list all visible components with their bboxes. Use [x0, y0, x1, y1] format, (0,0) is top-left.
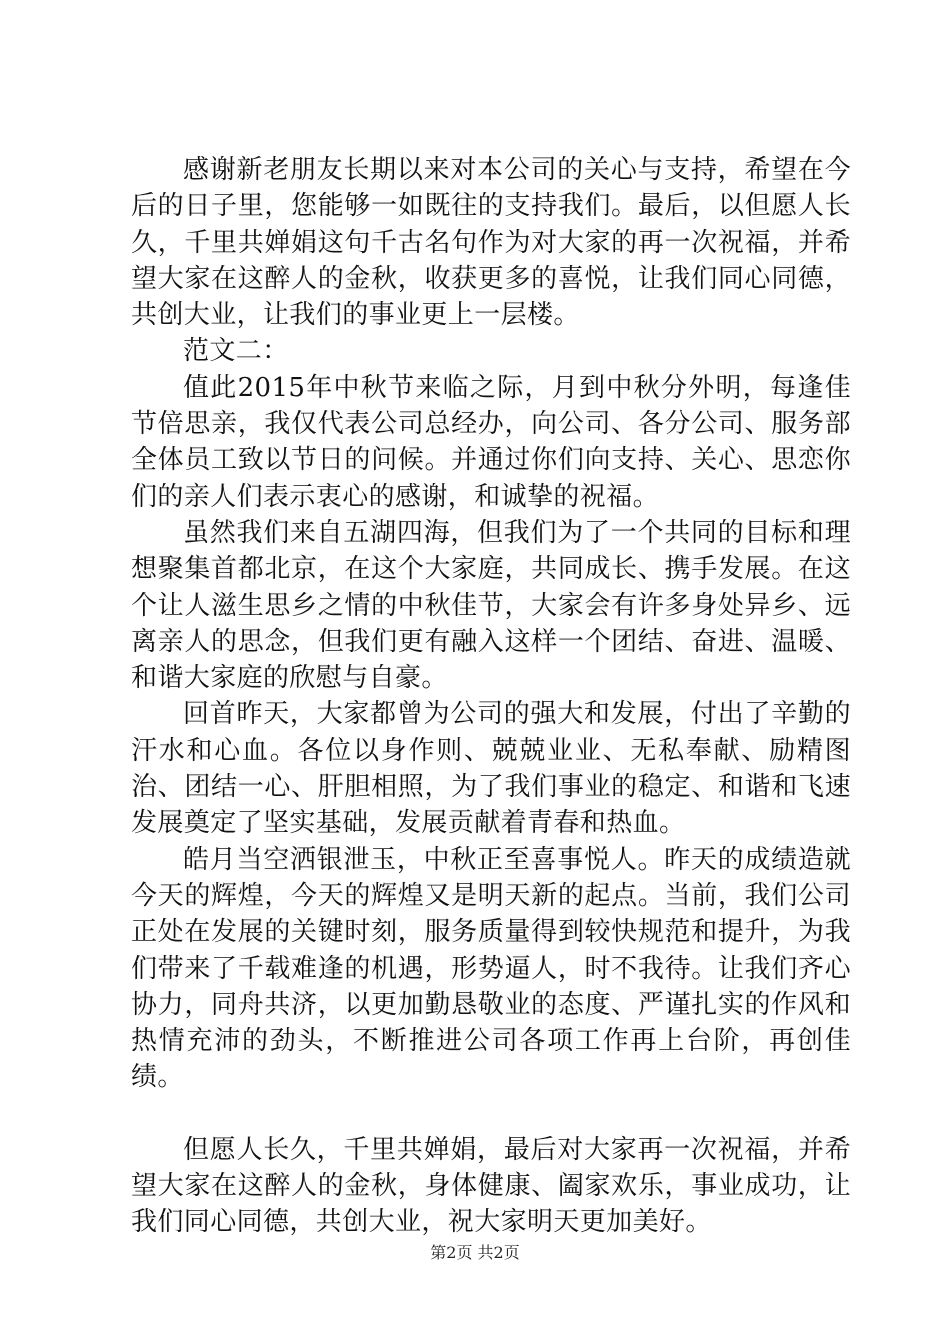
paragraph-outlook: 皓月当空洒银泄玉，中秋正至喜事悦人。昨天的成绩造就今天的辉煌，今天的辉煌又是明天新的起点。当前，我们公司正处在发展的关键时刻，服务质量得到较快规范和提升，为我们带来了千载难逢的机遇，形势逼人，时不我待。让我们齐心协力，同舟共济，以更加勤恳敬业的态度、严谨扎实的作风和热情充沛的劲头，不断推进公司各项工作再上台阶，再创佳绩。	[131, 844, 851, 1093]
document-body	[131, 152, 851, 1241]
section-heading-sample-two: 范文二：	[183, 336, 289, 367]
paragraph-unity: 虽然我们来自五湖四海，但我们为了一个共同的目标和理想聚集首都北京，在这个大家庭，共同成长、携手发展。在这个让人滋生思乡之情的中秋佳节，大家会有许多身处异乡、远离亲人的思念，但我们更有融入这样一个团结、奋进、温暖、和谐大家庭的欣慰与自豪。	[131, 517, 851, 694]
paragraph-final-blessing: 但愿人长久，千里共婵娟，最后对大家再一次祝福，并希望大家在这醉人的金秋，身体健康、阖家欢乐，事业成功，让我们同心同德，共创大业，祝大家明天更加美好。	[131, 1134, 851, 1238]
paragraph-review: 回首昨天，大家都曾为公司的强大和发展，付出了辛勤的汗水和心血。各位以身作则、兢兢业业、无私奉献、励精图治、团结一心、肝胆相照，为了我们事业的稳定、和谐和飞速发展奠定了坚实基础，发展贡献着青春和热血。	[131, 699, 851, 839]
paragraph-greeting: 值此2015年中秋节来临之际，月到中秋分外明，每逢佳节倍思亲，我仅代表公司总经办，向公司、各分公司、服务部全体员工致以节日的问候。并通过你们向支持、关心、思恋你们的亲人们表示衷心的感谢，和诚挚的祝福。	[131, 372, 851, 512]
paragraph-closing-thanks: 感谢新老朋友长期以来对本公司的关心与支持，希望在今后的日子里，您能够一如既往的支持我们。最后，以但愿人长久，千里共婵娟这句千古名句作为对大家的再一次祝福，并希望大家在这醉人的金秋，收获更多的喜悦，让我们同心同德，共创大业，让我们的事业更上一层楼。	[131, 155, 851, 331]
page-number-footer: 第2页 共2页	[430, 1243, 520, 1262]
